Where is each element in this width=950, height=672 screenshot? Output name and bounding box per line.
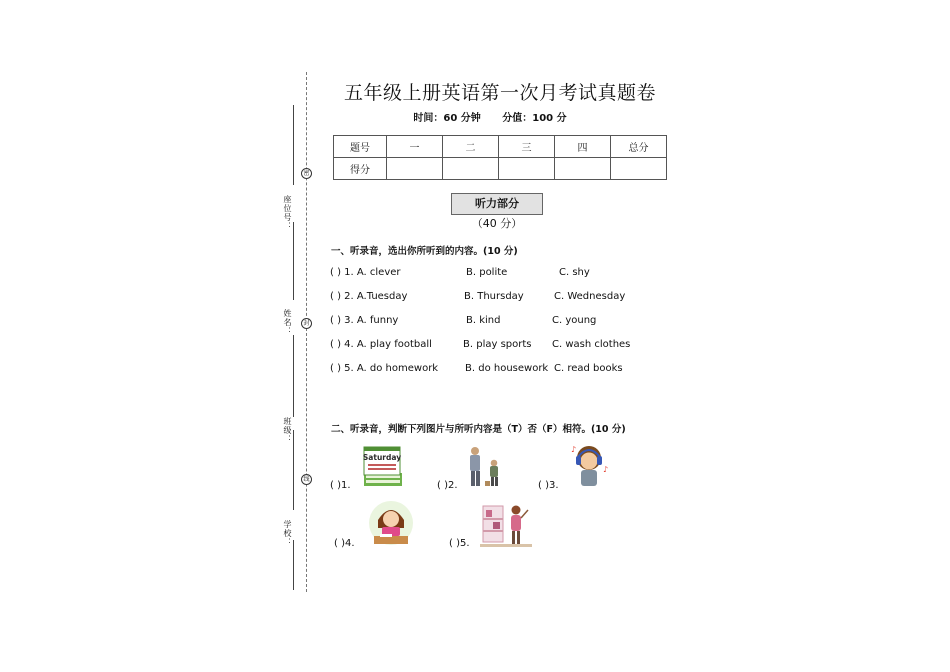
question-option-c: C. shy bbox=[559, 267, 590, 278]
score-table bbox=[333, 135, 667, 180]
seat-number-label: 座位号： bbox=[283, 195, 292, 231]
woman-housework-image bbox=[480, 500, 532, 548]
question-option-b: B. play sports bbox=[463, 339, 532, 350]
seal-mark: 线 bbox=[301, 474, 312, 485]
question-option-b: B. Thursday bbox=[464, 291, 524, 302]
row-label-cell: 得分 bbox=[334, 158, 387, 180]
side-rule bbox=[293, 540, 294, 590]
listening-points: （40 分） bbox=[471, 217, 523, 230]
score-cell bbox=[387, 158, 443, 180]
header-cell: 二 bbox=[443, 136, 499, 158]
side-rule bbox=[293, 335, 294, 417]
picture-item-label: ( )2. bbox=[437, 480, 458, 491]
question-option-c: C. Wednesday bbox=[554, 291, 626, 302]
side-rule bbox=[293, 222, 294, 300]
score-table-score-row bbox=[334, 158, 667, 180]
exam-score: 分值：100 分 bbox=[502, 113, 567, 124]
score-table-header-row bbox=[334, 136, 667, 158]
side-rule bbox=[293, 105, 294, 185]
picture-item-label: ( )5. bbox=[449, 538, 470, 549]
side-rule bbox=[293, 430, 294, 510]
question-option-a: ( ) 4. A. play football bbox=[330, 339, 432, 350]
score-cell bbox=[611, 158, 667, 180]
question-option-b: B. polite bbox=[466, 267, 508, 278]
header-cell: 三 bbox=[499, 136, 555, 158]
picture-item-label: ( )4. bbox=[334, 538, 355, 549]
question-option-a: ( ) 3. A. funny bbox=[330, 315, 399, 326]
question-option-b: B. kind bbox=[466, 315, 501, 326]
picture-item-label: ( )3. bbox=[538, 480, 559, 491]
exam-time: 时间：60 分钟 bbox=[413, 113, 481, 124]
question-option-a: ( ) 1. A. clever bbox=[330, 267, 401, 278]
question-option-a: ( ) 5. A. do homework bbox=[330, 363, 439, 374]
part1-heading: 一、听录音，选出你所听到的内容。(10 分) bbox=[331, 246, 518, 257]
header-cell: 四 bbox=[555, 136, 611, 158]
svg-text:♪: ♪ bbox=[603, 465, 609, 474]
binding-dashed-line bbox=[306, 72, 307, 592]
girl-headphones-image bbox=[566, 440, 612, 490]
question-option-c: C. young bbox=[552, 315, 597, 326]
header-cell: 题号 bbox=[334, 136, 387, 158]
calendar-day-text: Saturday bbox=[362, 453, 402, 462]
class-label: 班级： bbox=[283, 417, 292, 444]
school-label: 学校： bbox=[283, 520, 292, 547]
header-cell: 总分 bbox=[611, 136, 667, 158]
score-cell bbox=[555, 158, 611, 180]
girl-homework-image bbox=[366, 498, 416, 548]
score-cell bbox=[499, 158, 555, 180]
part2-heading: 二、听录音，判断下列图片与所听内容是（T）否（F）相符。(10 分) bbox=[331, 424, 626, 435]
question-option-a: ( ) 2. A.Tuesday bbox=[330, 291, 408, 302]
seal-mark: 密 bbox=[301, 168, 312, 179]
score-cell bbox=[443, 158, 499, 180]
question-option-b: B. do housework bbox=[465, 363, 549, 374]
svg-text:♪: ♪ bbox=[571, 445, 577, 454]
seal-mark: 封 bbox=[301, 318, 312, 329]
listening-section-title bbox=[451, 193, 543, 230]
name-label: 姓名： bbox=[283, 309, 292, 336]
header-cell: 一 bbox=[387, 136, 443, 158]
calendar-saturday-image bbox=[360, 443, 406, 489]
man-and-boy-image bbox=[461, 445, 507, 489]
question-option-c: C. read books bbox=[554, 363, 623, 374]
listening-label: 听力部分 bbox=[475, 197, 519, 210]
exam-info bbox=[330, 109, 650, 124]
picture-item-label: ( )1. bbox=[330, 480, 351, 491]
exam-title: 五年级上册英语第一次月考试真题卷 bbox=[343, 82, 656, 104]
question-option-c: C. wash clothes bbox=[552, 339, 631, 350]
